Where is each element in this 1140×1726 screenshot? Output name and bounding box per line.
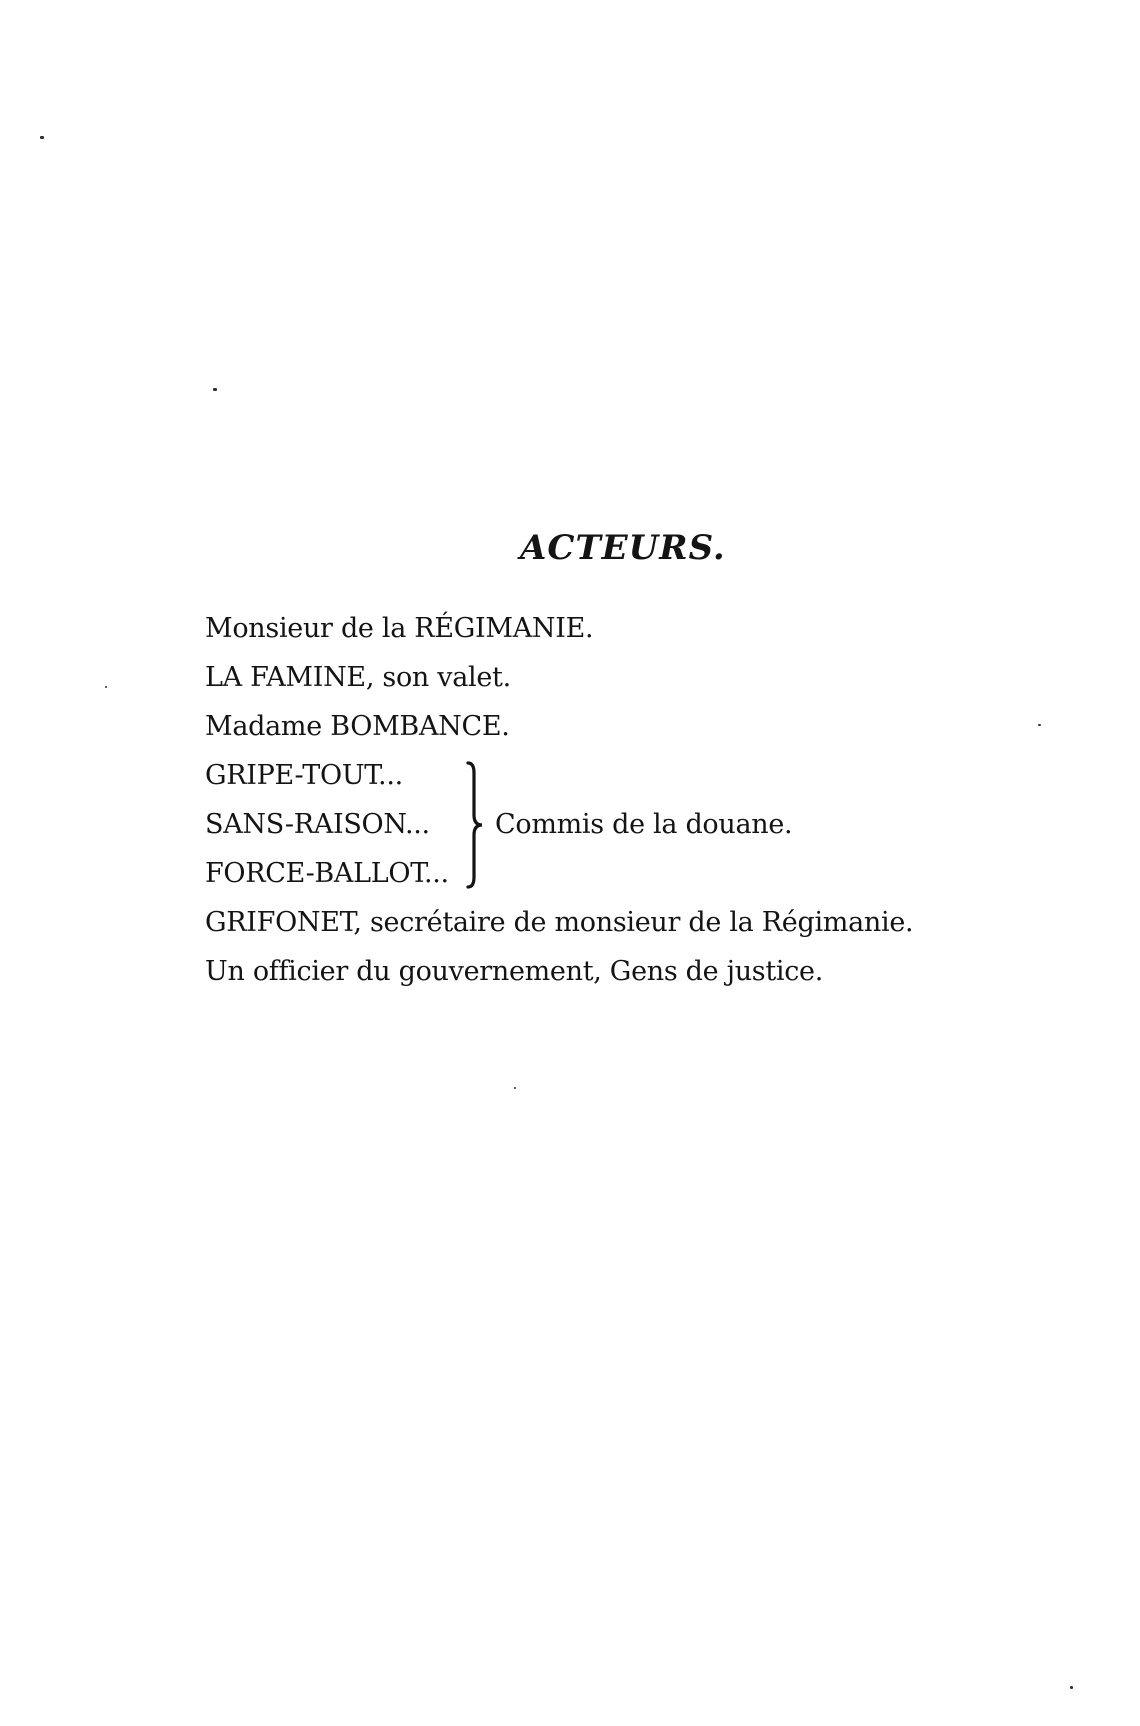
cast-entry-officier: Un officier du gouvernement, Gens de justice. (205, 956, 824, 987)
group-role-label: Commis de la douane. (495, 809, 793, 840)
cast-entry-regimanie: Monsieur de la RÉGIMANIE. (205, 613, 594, 644)
right-brace-icon (460, 759, 500, 891)
scan-speck (40, 136, 44, 139)
cast-entry-gripe-tout: GRIPE-TOUT... (205, 760, 403, 791)
scan-speck (514, 1087, 516, 1089)
cast-list (205, 604, 913, 996)
cast-entry-force-ballot: FORCE-BALLOT... (205, 858, 449, 889)
customs-clerks-group (205, 751, 913, 898)
scan-speck (1038, 724, 1041, 726)
scan-speck (1070, 1686, 1073, 1689)
page-title: ACTEURS. (520, 528, 726, 568)
cast-entry-sans-raison: SANS-RAISON... (205, 809, 430, 840)
cast-entry-bombance: Madame BOMBANCE. (205, 711, 510, 742)
cast-entry-grifonet: GRIFONET, secrétaire de monsieur de la Régimanie. (205, 907, 914, 938)
scan-speck (105, 686, 107, 688)
cast-entry-la-famine: LA FAMINE, son valet. (205, 662, 511, 693)
scan-speck (213, 388, 217, 391)
